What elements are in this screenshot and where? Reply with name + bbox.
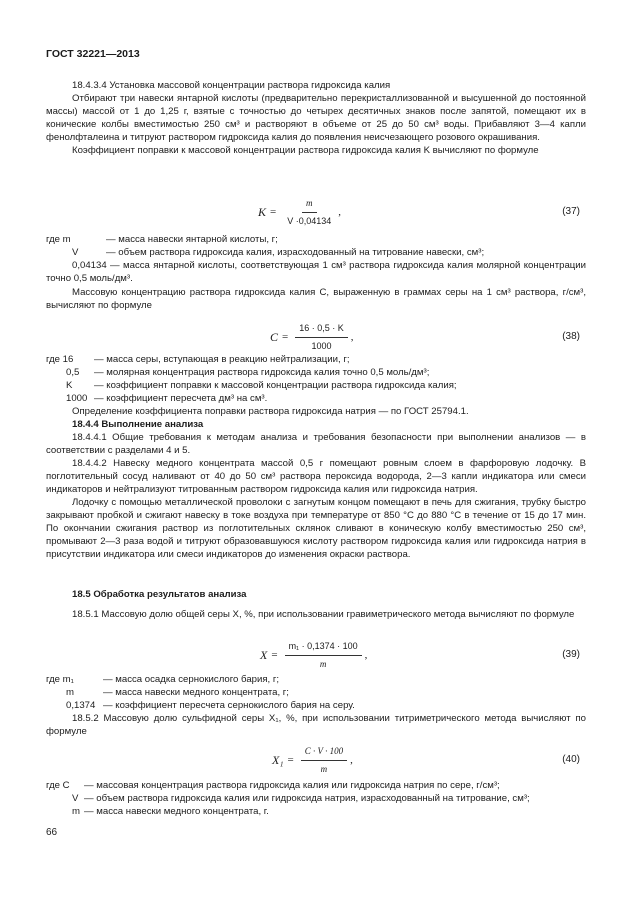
- fraction: [295, 322, 348, 353]
- formula-lhs: X: [260, 647, 268, 662]
- denominator: m: [319, 658, 327, 669]
- formula-comma: ,: [338, 205, 342, 218]
- formula-number: (38): [562, 331, 580, 342]
- legend-row: 0,1374 — коэффициент пересчета сернокислого бария на серу.: [66, 700, 355, 711]
- paragraph-18-5-1-block: [46, 608, 586, 621]
- paragraph-mass-concentration: Массовую концентрацию раствора гидроксида калия C, выраженную в граммах серы на 1 см³ раствора, г/см³, вычисляют по формуле: [46, 287, 586, 311]
- section-heading-18-5-block: [46, 588, 586, 601]
- section-heading-18-4-4: 18.4.4 Выполнение анализа: [72, 419, 204, 430]
- legend-row: m — масса навески медного концентрата, г.: [72, 806, 269, 817]
- formula-comma: ,: [350, 330, 354, 343]
- legend-38: [46, 353, 586, 561]
- legend-39: [46, 673, 586, 738]
- legend-row: m — масса навески медного концентрата, г;: [66, 687, 289, 698]
- paragraph-procedure: Отбирают три навески янтарной кислоты (предварительно перекристаллизованной и высушенной до постоянной массы) массой от 1 до 1,25 г, взятые с точностью до четырех десятичных знаков после запятой, помещают их в конические колбы вместимостью 250 см³ и растворяют в объеме от 25 до 50 см³ воды. Прибавляют 3—4 капли фенолфталеина и титруют раствором гидроксида калия до появления неисчезающего розового окрашивания.: [46, 93, 586, 143]
- legend-row: V — объем раствора гидроксида калия или гидроксида натрия, израсходованный на титрование, см³;: [72, 793, 530, 804]
- formula-lhs: X₁: [272, 752, 284, 767]
- legend-row: V — объем раствора гидроксида калия, израсходованный на титрование навески, см³;: [72, 247, 485, 258]
- paragraph-18-4-4-1: 18.4.4.1 Общие требования к методам анализа и требования безопасности при выполнении анализов — в соответствии с разделами 4 и 5.: [46, 432, 586, 456]
- legend-row: 1000 — коэффициент пересчета дм³ на см³.: [66, 393, 268, 404]
- section-18-4-3-4: [46, 79, 586, 157]
- paragraph-18-5-2: 18.5.2 Массовую долю сульфидной серы X₁, %, при использовании титриметрического метода вычисляют по формуле: [46, 713, 586, 737]
- legend-row: где m — масса навески янтарной кислоты, г;: [46, 234, 278, 245]
- fraction: [283, 197, 335, 228]
- denominator: V ·0,04134: [287, 215, 332, 226]
- numerator: m₁ · 0,1374 · 100: [285, 640, 362, 656]
- formula-lhs: C: [270, 329, 279, 344]
- legend-row-constant: 0,04134 — масса янтарной кислоты, соответствующая 1 см³ раствора гидроксида калия молярной концентрации точно 0,5 моль/дм³.: [46, 260, 586, 284]
- formula-39: [46, 636, 586, 674]
- formula-number: (37): [562, 206, 580, 217]
- legend-row: где C — массовая концентрация раствора гидроксида калия или гидроксида натрия по сере, г/см³;: [46, 780, 500, 791]
- paragraph-combustion: Лодочку с помощью металлической проволоки с загнутым концом помещают в печь для сжигания, трубку быстро закрывают пробкой и сжигают навеску в токе воздуха при температуре от 850 °С до 880 °С в течение от 15 до 17 мин. По окончании сжигания раствор из поглотительных склянок сливают в коническую колбу вместимостью 250 см³, промывают 2—3 раза водой и титруют образовавшуюся кислоту раствором гидроксида калия или гидроксида натрия в присутствии индикатора или смеси индикаторов до изменения окраски раствора.: [46, 497, 586, 560]
- legend-40: [46, 779, 586, 818]
- document-header: ГОСТ 32221—2013: [46, 48, 140, 60]
- paragraph-18-4-4-2: 18.4.4.2 Навеску медного концентрата массой 0,5 г помещают ровным слоем в фарфоровую лодочку. В поглотительный сосуд наливают от 40 до 50 см³ раствора пероксида водорода, 2—3 капли индикатора или смеси индикаторов и нейтрализуют титрованным раствором гидроксида калия или гидроксида натрия.: [46, 458, 586, 495]
- denominator: m: [320, 763, 328, 774]
- page-number: 66: [46, 827, 58, 838]
- denominator: 1000: [311, 340, 332, 351]
- section-heading-18-5: 18.5 Обработка результатов анализа: [72, 589, 247, 600]
- formula-number: (39): [562, 649, 580, 660]
- numerator: C · V · 100: [301, 745, 347, 761]
- equals-sign: =: [282, 330, 289, 343]
- formula-number: (40): [562, 754, 580, 765]
- formula-comma: ,: [364, 648, 368, 661]
- legend-37: [46, 233, 586, 285]
- numerator: 16 · 0,5 · K: [295, 322, 348, 338]
- numerator: m: [302, 197, 317, 213]
- paragraph-naoh: Определение коэффициента поправки раствора гидроксида натрия — по ГОСТ 25794.1.: [72, 406, 469, 417]
- legend-row: где 16 — масса серы, вступающая в реакцию нейтрализации, г;: [46, 354, 350, 365]
- equals-sign: =: [270, 205, 277, 218]
- fraction: [301, 745, 347, 776]
- fraction: [285, 640, 362, 671]
- paragraph-18-5-1: 18.5.1 Массовую долю общей серы X, %, при использовании гравиметрического метода вычисляют по формуле: [72, 609, 575, 620]
- formula-lhs: K: [258, 204, 267, 219]
- equals-sign: =: [287, 753, 294, 766]
- formula-38: [46, 318, 586, 356]
- equals-sign: =: [271, 648, 278, 661]
- formula-40: [46, 741, 586, 779]
- subsection-title: 18.4.3.4 Установка массовой концентрации раствора гидроксида калия: [72, 80, 391, 91]
- legend-row: K — коэффициент поправки к массовой концентрации раствора гидроксида калия;: [66, 380, 457, 391]
- legend-row: 0,5 — молярная концентрация раствора гидроксида калия точно 0,5 моль/дм³;: [66, 367, 430, 378]
- legend-row: где m₁ — масса осадка сернокислого бария, г;: [46, 674, 280, 685]
- formula-comma: ,: [350, 753, 353, 766]
- document-page: [46, 0, 586, 913]
- formula-37: [46, 193, 586, 231]
- paragraph-coefficient: Коэффициент поправки к массовой концентрации раствора гидроксида калия K вычисляют по формуле: [72, 145, 539, 156]
